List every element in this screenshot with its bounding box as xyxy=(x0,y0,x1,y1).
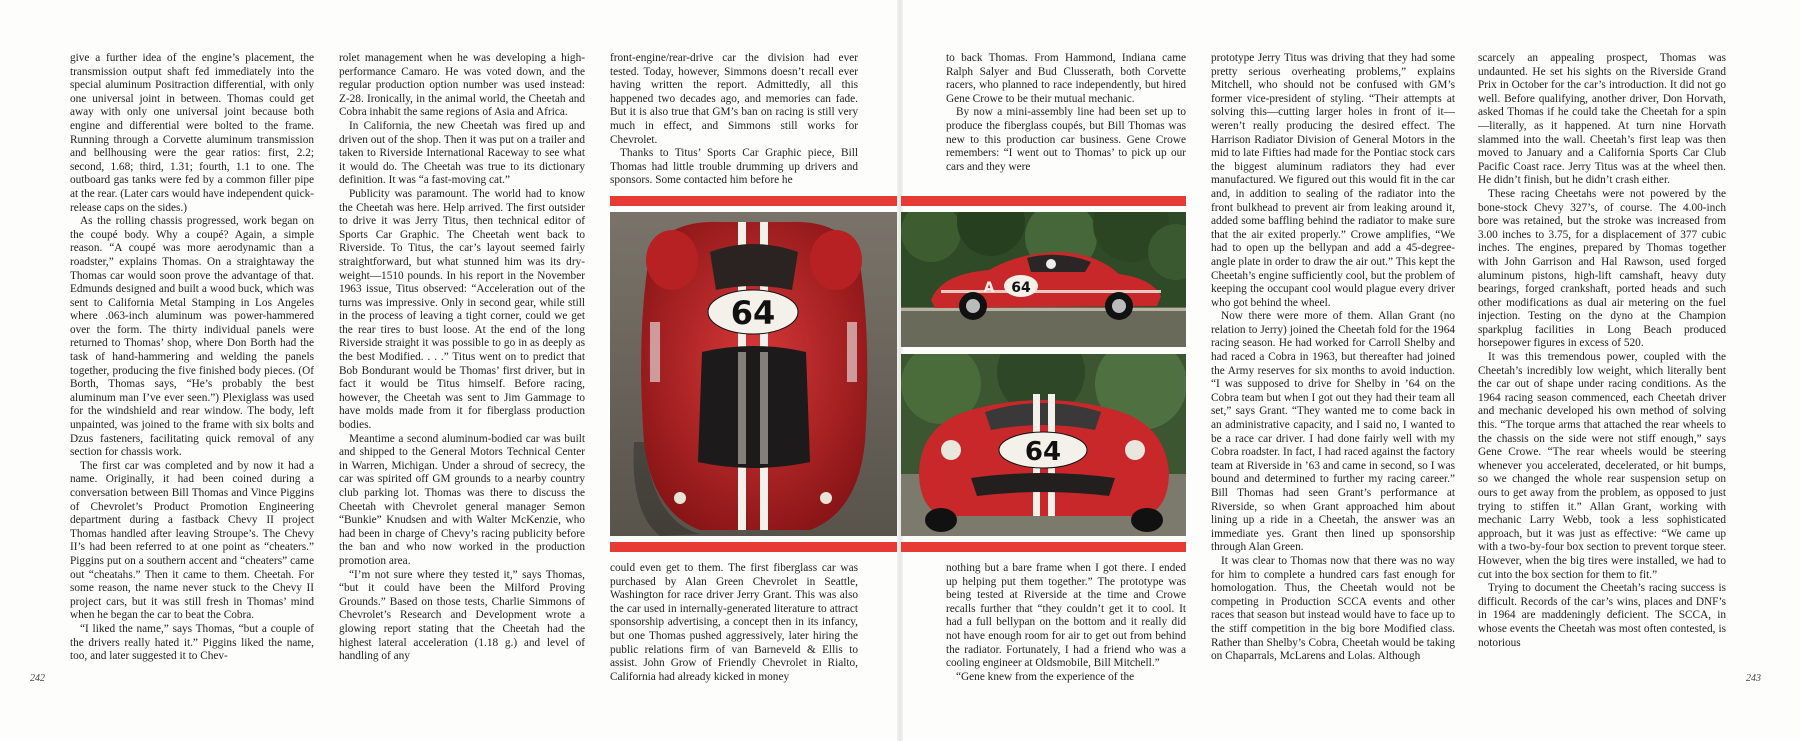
paragraph: Now there were more of them. Allan Grant (no relation to Jerry) joined the Cheetah fold for the 1964 racing season. He had worked for Carroll Shelby and had raced a Cobra in 1963, but thereafter had joined the Army reserves for six months to avoid induction. “I was supposed to drive for Shelby in ’64 on the Cobra team but when I got out they had their team all set,” says Grant. “They wanted me to come back in an administrative capacity, and I said no, I wanted to be a race car driver. I had done fairly well with my Cobra roadster. In fact, I had raced against the factory team at Riverside in ’63 and came in second, so I was bound and determined to further my racing career.” Bill Thomas had seen Grant’s performance at Riverside, so when Grant approached him about lining up a ride in a Cheetah, the answer was an immediate yes. Grant then lined up sponsorship through Alan Green. xyxy=(1211,310,1455,554)
paragraph: give a further idea of the engine’s placement, the transmission output shaft fed immediately into the special aluminum Positraction differential, with only one universal joint in between. Thomas could get away with only one universal joint because both engine and differential were bolted to the frame. Running through a Corvette aluminum transmission and bellhousing were the gear ratios: first, 2.2; second, 1.68; third, 1.31; fourth, 1.1 to one. The outboard gas tanks were fed by a common filler pipe at the rear. (Later cars would have independent quick-release caps on the sides.) xyxy=(70,52,314,214)
photo-overhead-cheetah xyxy=(610,212,897,536)
paragraph: Publicity was paramount. The world had to know the Cheetah was here. Help arrived. The first outsider to drive it was Jerry Titus, then technical editor of Sports Car Graphic. The Cheetah went back to Riverside. To Titus, the car’s layout seemed fairly straightforward, but what stunned him was its dry-weight—1510 pounds. In his report in the November 1963 issue, Titus observed: “Acceleration out of the turns was impressive. Only in second gear, while still in the process of leaving a tight corner, could we get the rear tires to bust loose. At the end of the long Riverside straight it was possible to go in as deeply as the best Modified. . . .” Titus went on to predict that Bob Bondurant would be Thomas’ first driver, but in fact it would be Titus himself. Before racing, however, the Cheetah was sent to Jim Gammage to have molds made from it for fiberglass production bodies. xyxy=(339,187,585,432)
red-bar-bottom-right xyxy=(901,542,1186,552)
paragraph: In California, the new Cheetah was fired up and driven out of the shop. Then it was put on a trailer and taken to Riverside International Raceway to see what it would do. The Cheetah was true to its dictionary definition. It was “a fast-moving cat.” xyxy=(339,119,585,187)
page-number-right: 243 xyxy=(1746,673,1761,684)
paragraph: “I’m not sure where they tested it,” says Thomas, “but it could have been the Milford Proving Grounds.” Based on those tests, Charlie Simmons of Chevrolet’s Research and Development wrote a glowing report stating that the Cheetah had the highest lateral acceleration (1.18 g.) and level of handling of any xyxy=(339,568,585,663)
column-3-bottom xyxy=(610,562,858,684)
paragraph: It was this tremendous power, coupled with the Cheetah’s incredibly low weight, which literally bent the car out of shape under racing conditions. As the 1964 racing season commenced, each Cheetah driver and mechanic developed his own method of solving this. “The torque arms that attached the rear wheels to the chassis on the side were not stiff enough,” says Gene Crowe. “The rear wheels would be steering whenever you accelerated, decelerated, or hit bumps, so we changed the whole rear suspension setup on ours to get away from the problem, as opposed to just trying to stiffen it.” Allan Grant, working with mechanic Larry Webb, took a less sophisticated approach, but it was just as effective: “We came up with a two-by-four box section to prevent torque steer. However, when the big tires were installed, we had to cut into the box section for them to fit.” xyxy=(1478,351,1726,581)
car-letter-side: A xyxy=(983,280,995,296)
paragraph: “I liked the name,” says Thomas, “but a couple of the drivers really hated it.” Piggins liked the name, too, and later suggested it to Chev- xyxy=(70,622,314,663)
paragraph: These racing Cheetahs were not powered by the bone-stock Chevy 327’s, of course. The 4.00-inch bore was retained, but the stroke was increased from 3.00 inches to 3.75, for a displacement of 377 cubic inches. The engines, prepared by Thomas together with John Garrison and Hal Rawson, used forged aluminum pistons, high-lift camshaft, heavy duty bearings, forged crankshaft, ported heads and such other modifications as dual air metering on the fuel injection. Testing on the dyno at the Champion sparkplug facilities in Long Beach produced horsepower figures in excess of 520. xyxy=(1478,187,1726,350)
column-3-top xyxy=(610,52,858,192)
page-number-left: 242 xyxy=(30,673,45,684)
car-number-overhead: 64 xyxy=(730,294,776,332)
paragraph: could even get to them. The first fiberglass car was purchased by Alan Green Chevrolet in Seattle, Washington for race driver Jerry Grant. This was also the car used in internally-generated literature to attract sponsorship advertising, a concept then in its infancy, but one Thomas pushed aggressively, later hiring the public relations firm of van Barneveld & Ellis to assist. John Grow of Friendly Chevrolet in Rialto, California had already kicked in money xyxy=(610,562,858,683)
column-2 xyxy=(339,52,585,684)
red-bar-top-left xyxy=(610,196,897,206)
paragraph: The first car was completed and by now it had a name. Originally, it had been coined during a conversation between Bill Thomas and Vince Piggins of Chevrolet’s Product Promotion Engineering department during a fastback Chevy II project Thomas handled after leaving Stroupe’s. The Chevy II’s had been referred to at one point as “cheaters.” Piggins put on a southern accent and “cheaters” came out “cheatahs.” Then it came to them. Cheetah. For some reason, the name never stuck to the Chevy II project cars, but it was still fresh in Thomas’ mind when he began the car to beat the Cobra. xyxy=(70,459,314,622)
paragraph: “Gene knew from the experience of the xyxy=(956,670,1135,683)
car-number-front: 64 xyxy=(1024,437,1062,467)
paragraph: Meantime a second aluminum-bodied car was built and shipped to the General Motors Technical Center in Warren, Michigan. Under a shroud of secrecy, the car was spirited off GM grounds to a nearby country club parking lot. Thomas was there to discuss the Cheetah with Chevrolet general manager Semon “Bunkie” Knudsen and with Walter McKenzie, who had been in charge of Chevy’s racing publicity before the ban and who now worked in the production promotion area. xyxy=(339,432,585,567)
paragraph: Thanks to Titus’ Sports Car Graphic piece, Bill Thomas had little trouble drumming up drivers and sponsors. Some contacted him before he xyxy=(610,147,858,187)
column-6 xyxy=(1478,52,1726,684)
paragraph: to back Thomas. From Hammond, Indiana came Ralph Salyer and Bud Clusserath, both Corvette racers, who planned to race independently, but hired Gene Crowe to be their mutual mechanic. xyxy=(946,52,1186,105)
paragraph: nothing but a bare frame when I got there. I ended up helping put them together.” The prototype was being tested at Riverside at the time and Crowe recalls further that “they couldn’t get it to cool. It had a full bellypan on the bottom and it really did not have enough room for air to get out from behind the radiator. Fortunately, I had a friend who was a cooling engineer at Oldsmobile, Bill Mitchell.” xyxy=(946,562,1186,670)
paragraph: prototype Jerry Titus was driving that they had some pretty serious overheating problems,” explains Mitchell, who should not be confused with GM’s former vice-president of styling. “Their attempts at solving this—cutting larger holes in front of it—weren’t really producing the desired effect. The Harrison Radiator Division of General Motors in the mid to late Fifties had made for the Pontiac stock cars the biggest aluminum radiators they had ever manufactured. We figured out this would fit in the car and, in addition to sealing of the radiator into the front bulkhead to prevent air from leaking around it, added some baffling behind the radiator to make sure that the air exited properly.” Crowe amplifies, “We had to open up the bellypan and add a 45-degree-angle plate in order to draw the air out.” This kept the Cheetah’s engine sufficiently cool, but the problem of keeping the occupant cool would plague every driver who got behind the wheel. xyxy=(1211,52,1455,309)
paragraph: As the rolling chassis progressed, work began on the coupé body. Why a coupé? Again, a simple reason. “A coupé was more aerodynamic than a roadster,” explains Thomas. On a straightaway the Thomas car would soon prove the advantage of that. Edmunds designed and built a wood buck, which was sent to California Metal Stamping in Los Angeles where .063-inch aluminum was power-hammered over the form. The thirty individual panels were returned to Thomas’ shop, where Don Borth had the task of hand-hammering and welding the panels together, producing the five finished body pieces. (Of Borth, Thomas says, “He’s probably the best aluminum man I’ve ever seen.”) Plexiglass was used for the windshield and rear window. The body, left unpainted, was joined to the frame with six bolts and Dzus fasteners, facilitating quick removal of any section for chassis work. xyxy=(70,215,314,459)
photo-spread xyxy=(610,196,1186,552)
paragraph: scarcely an appealing prospect, Thomas was undaunted. He set his sights on the Riverside Grand Prix in October for the car’s introduction. It did not go well. Before qualifying, another driver, Don Horvath, asked Thomas if he could take the Cheetah for a spin—literally, as it happened. At turn nine Horvath slammed into the wall. Cheetah’s first leap was then moved to January and a California Sports Car Club Pacific Coast race. Jerry Titus was at the wheel then. He didn’t finish, but he didn’t crash either. xyxy=(1478,52,1726,187)
photo-side-cheetah xyxy=(901,212,1186,347)
red-bar-top-right xyxy=(901,196,1186,206)
paragraph: front-engine/rear-drive car the division had ever tested. Today, however, Simmons doesn’t recall ever having written the report. Admittedly, all this happened two decades ago, and memories can fade. But it is also true that GM’s ban on racing is still very much in effect, and Simmons still works for Chevrolet. xyxy=(610,52,858,146)
column-4-top xyxy=(946,52,1186,192)
column-1 xyxy=(70,52,314,684)
paragraph: Trying to document the Cheetah’s racing success is difficult. Records of the car’s wins, places and DNF’s in 1964 are maddeningly deficient. The SCCA, in whose events the Cheetah was most often contested, is notorious xyxy=(1478,582,1726,649)
paragraph: rolet management when he was developing a high-performance Camaro. He was voted down, and the regular production option number was used instead: Z-28. Ironically, in the animal world, the Cheetah and Cobra inhabit the same regions of Asia and Africa. xyxy=(339,52,585,119)
photo-front-cheetah xyxy=(901,354,1186,536)
paragraph: By now a mini-assembly line had been set up to produce the fiberglass coupés, but Bill Thomas was new to this production car business. Gene Crowe remembers: “I went out to Thomas’ to pick up our cars and they were xyxy=(946,106,1186,173)
column-5 xyxy=(1211,52,1455,684)
red-bar-bottom-left xyxy=(610,542,897,552)
paragraph: It was clear to Thomas now that there was no way for him to complete a hundred cars fast enough for homologation. Thus, the Cheetah would not be competing in Production SCCA events and other races that season but instead would have to face up to the stiff competition in the big bore Modified class. Rather than Shelby’s Cobra, Cheetah would be taking on Chaparrals, McLarens and Lolas. Although xyxy=(1211,554,1455,663)
column-4-bottom xyxy=(946,562,1186,684)
car-number-side: 64 xyxy=(1011,280,1031,296)
